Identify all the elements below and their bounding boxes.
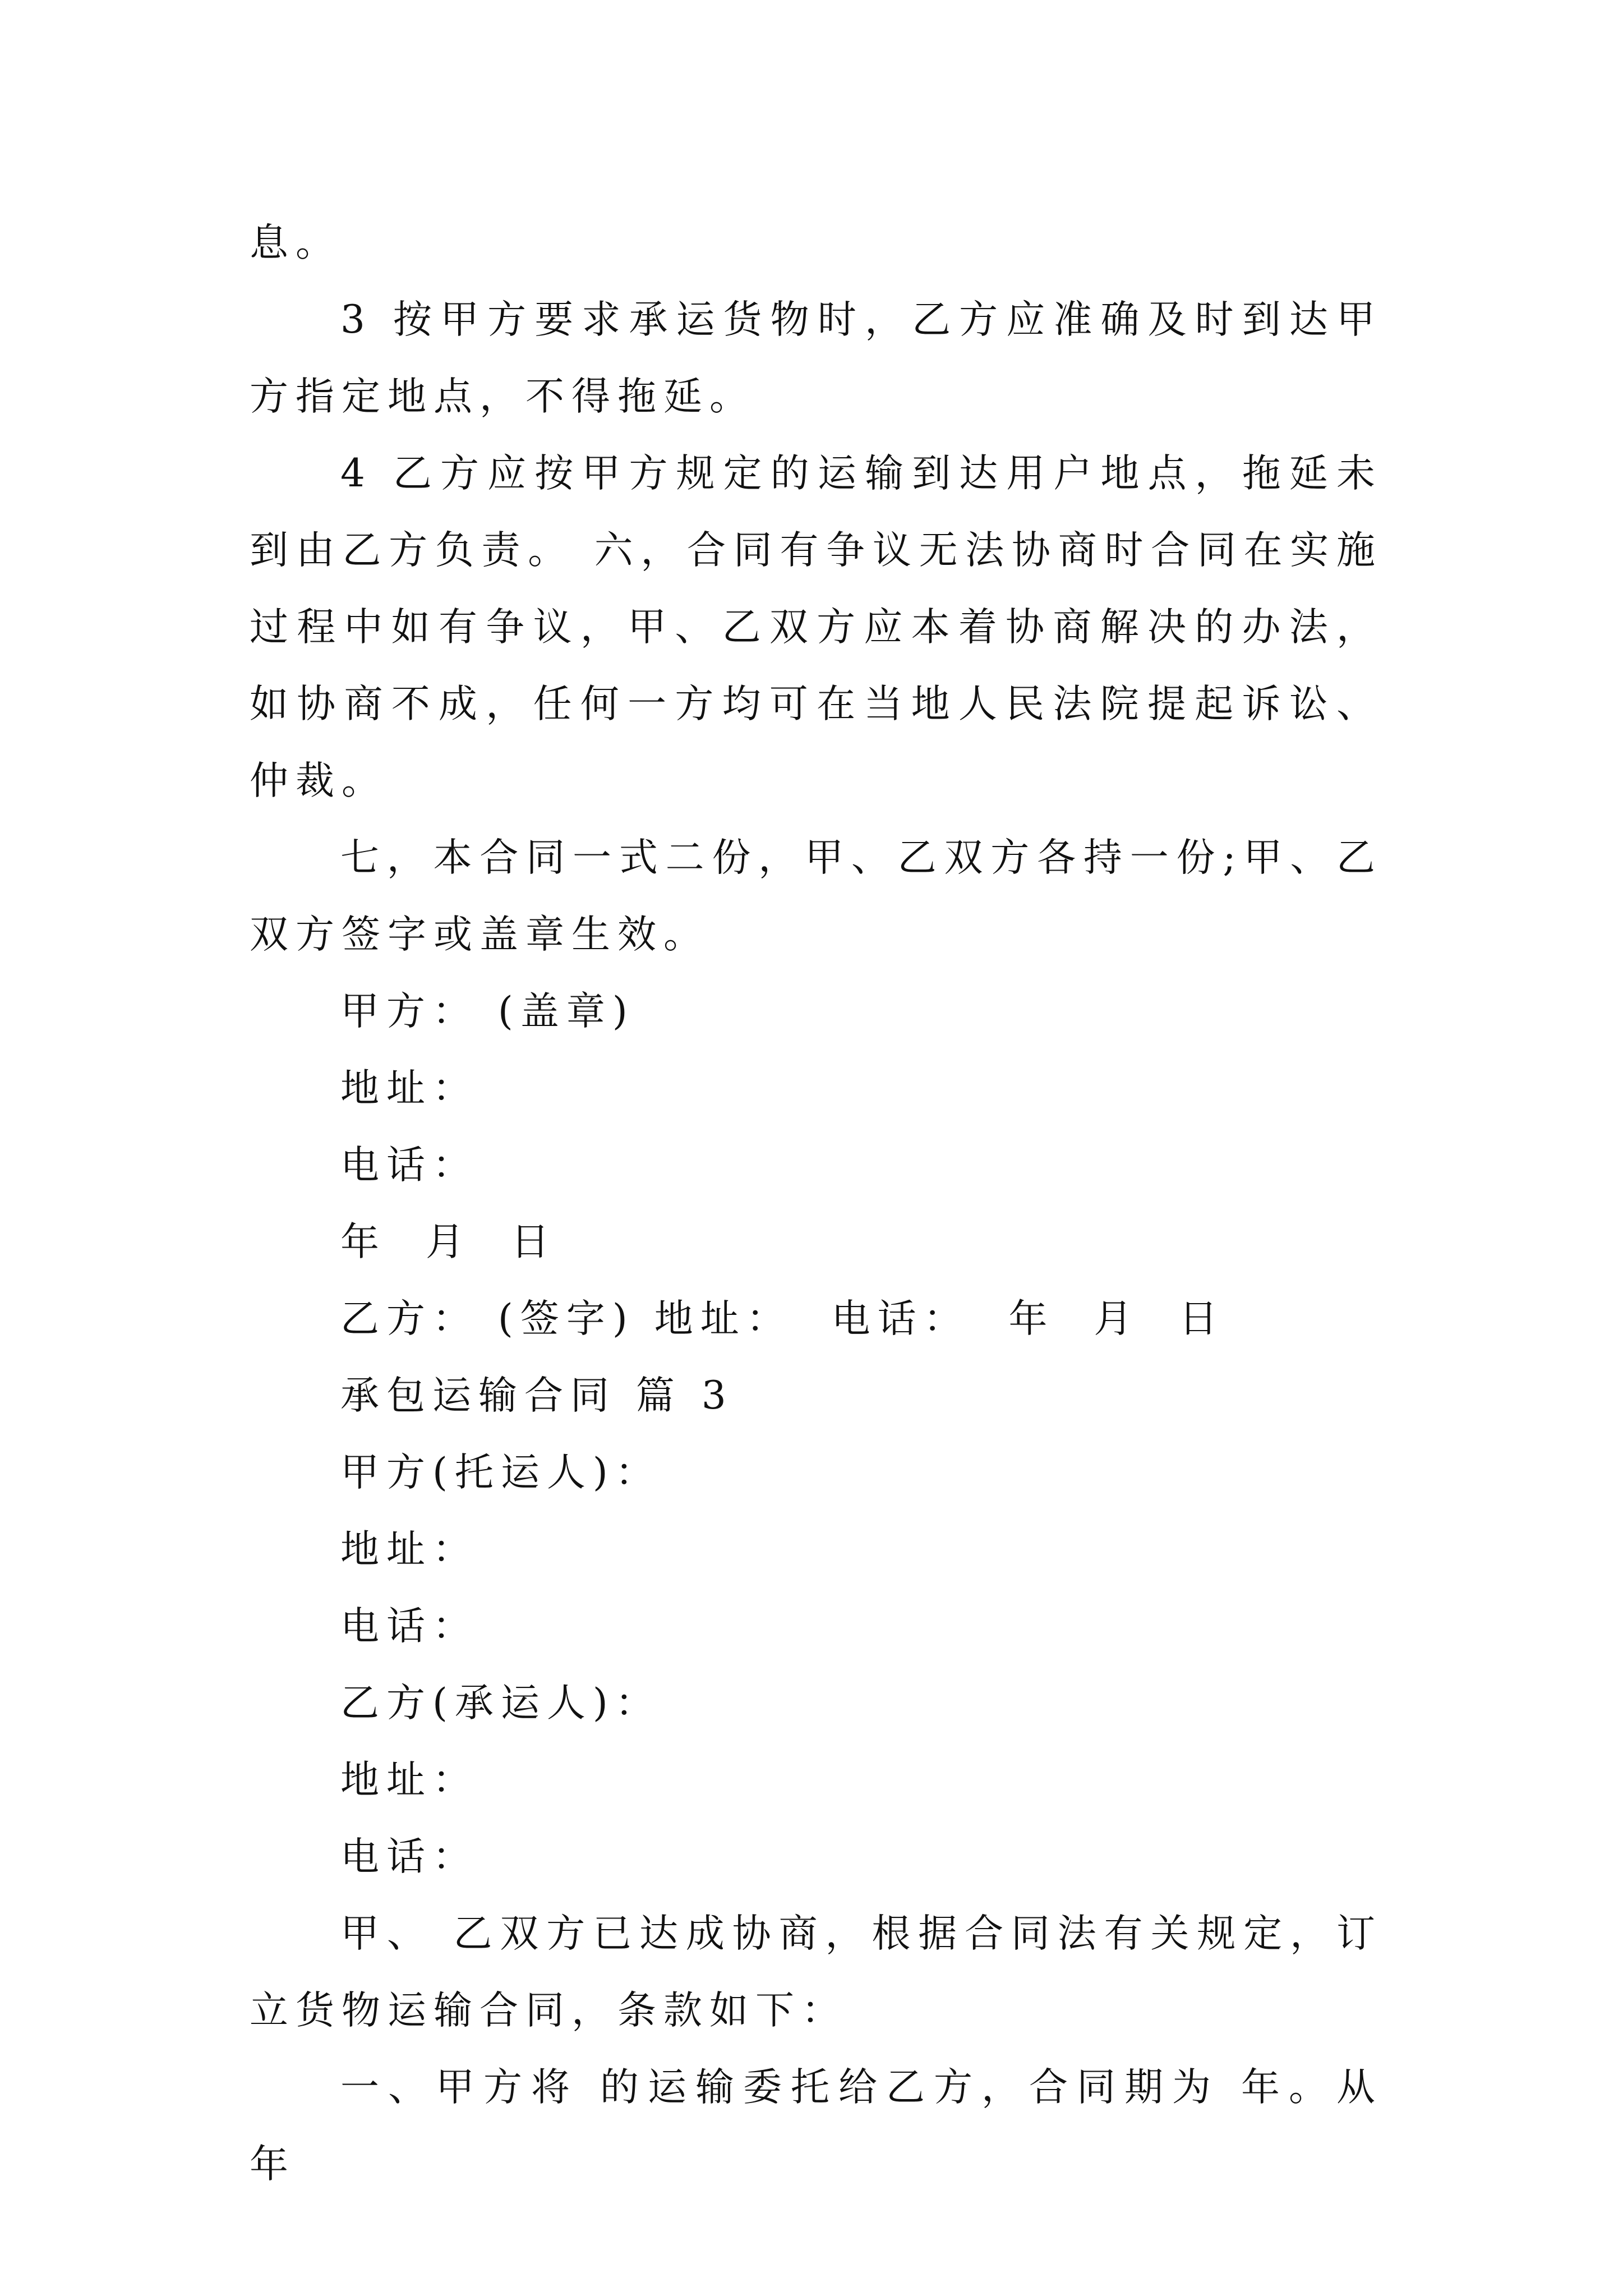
- paragraph-clause-3: 3 按甲方要求承运货物时，乙方应准确及时到达甲方指定地点，不得拖延。: [250, 297, 1382, 419]
- carrier-phone: 电话：: [340, 1834, 478, 1879]
- shipper-label: 甲方(托运人)：: [340, 1450, 661, 1495]
- party-a-phone: 电话：: [340, 1143, 478, 1188]
- document-body: [250, 205, 1402, 2203]
- paragraph-interest-end: 息。: [250, 220, 342, 265]
- party-a-address: 地址：: [340, 1066, 478, 1111]
- party-a-seal: 甲方： (盖章): [340, 989, 635, 1034]
- shipper-phone: 电话：: [340, 1604, 478, 1649]
- shipper-address: 地址：: [340, 1527, 478, 1572]
- party-b-signature-line: 乙方： (签字) 地址： 电话： 年 月 日: [340, 1296, 1225, 1341]
- party-a-date: 年 月 日: [340, 1220, 557, 1264]
- paragraph-clause-1: 一、甲方将 的运输委托给乙方，合同期为 年。从 年: [250, 2065, 1402, 2187]
- carrier-label: 乙方(承运人)：: [340, 1681, 661, 1726]
- paragraph-agreement-intro: 甲、 乙双方已达成协商，根据合同法有关规定，订立货物运输合同，条款如下：: [250, 1911, 1382, 2033]
- paragraph-clause-4-and-dispute: 4 乙方应按甲方规定的运输到达用户地点，拖延未到由乙方负责。 六，合同有争议无法协商时合同在实施过程中如有争议，甲、乙双方应本着协商解决的办法，如协商不成，任何一方均可在当地人民法院提起诉讼、仲裁。: [250, 451, 1382, 803]
- paragraph-clause-7: 七，本合同一式二份，甲、乙双方各持一份;甲、乙双方签字或盖章生效。: [250, 835, 1382, 957]
- carrier-address: 地址：: [340, 1757, 478, 1802]
- section-title: 承包运输合同 篇 3: [340, 1373, 734, 1418]
